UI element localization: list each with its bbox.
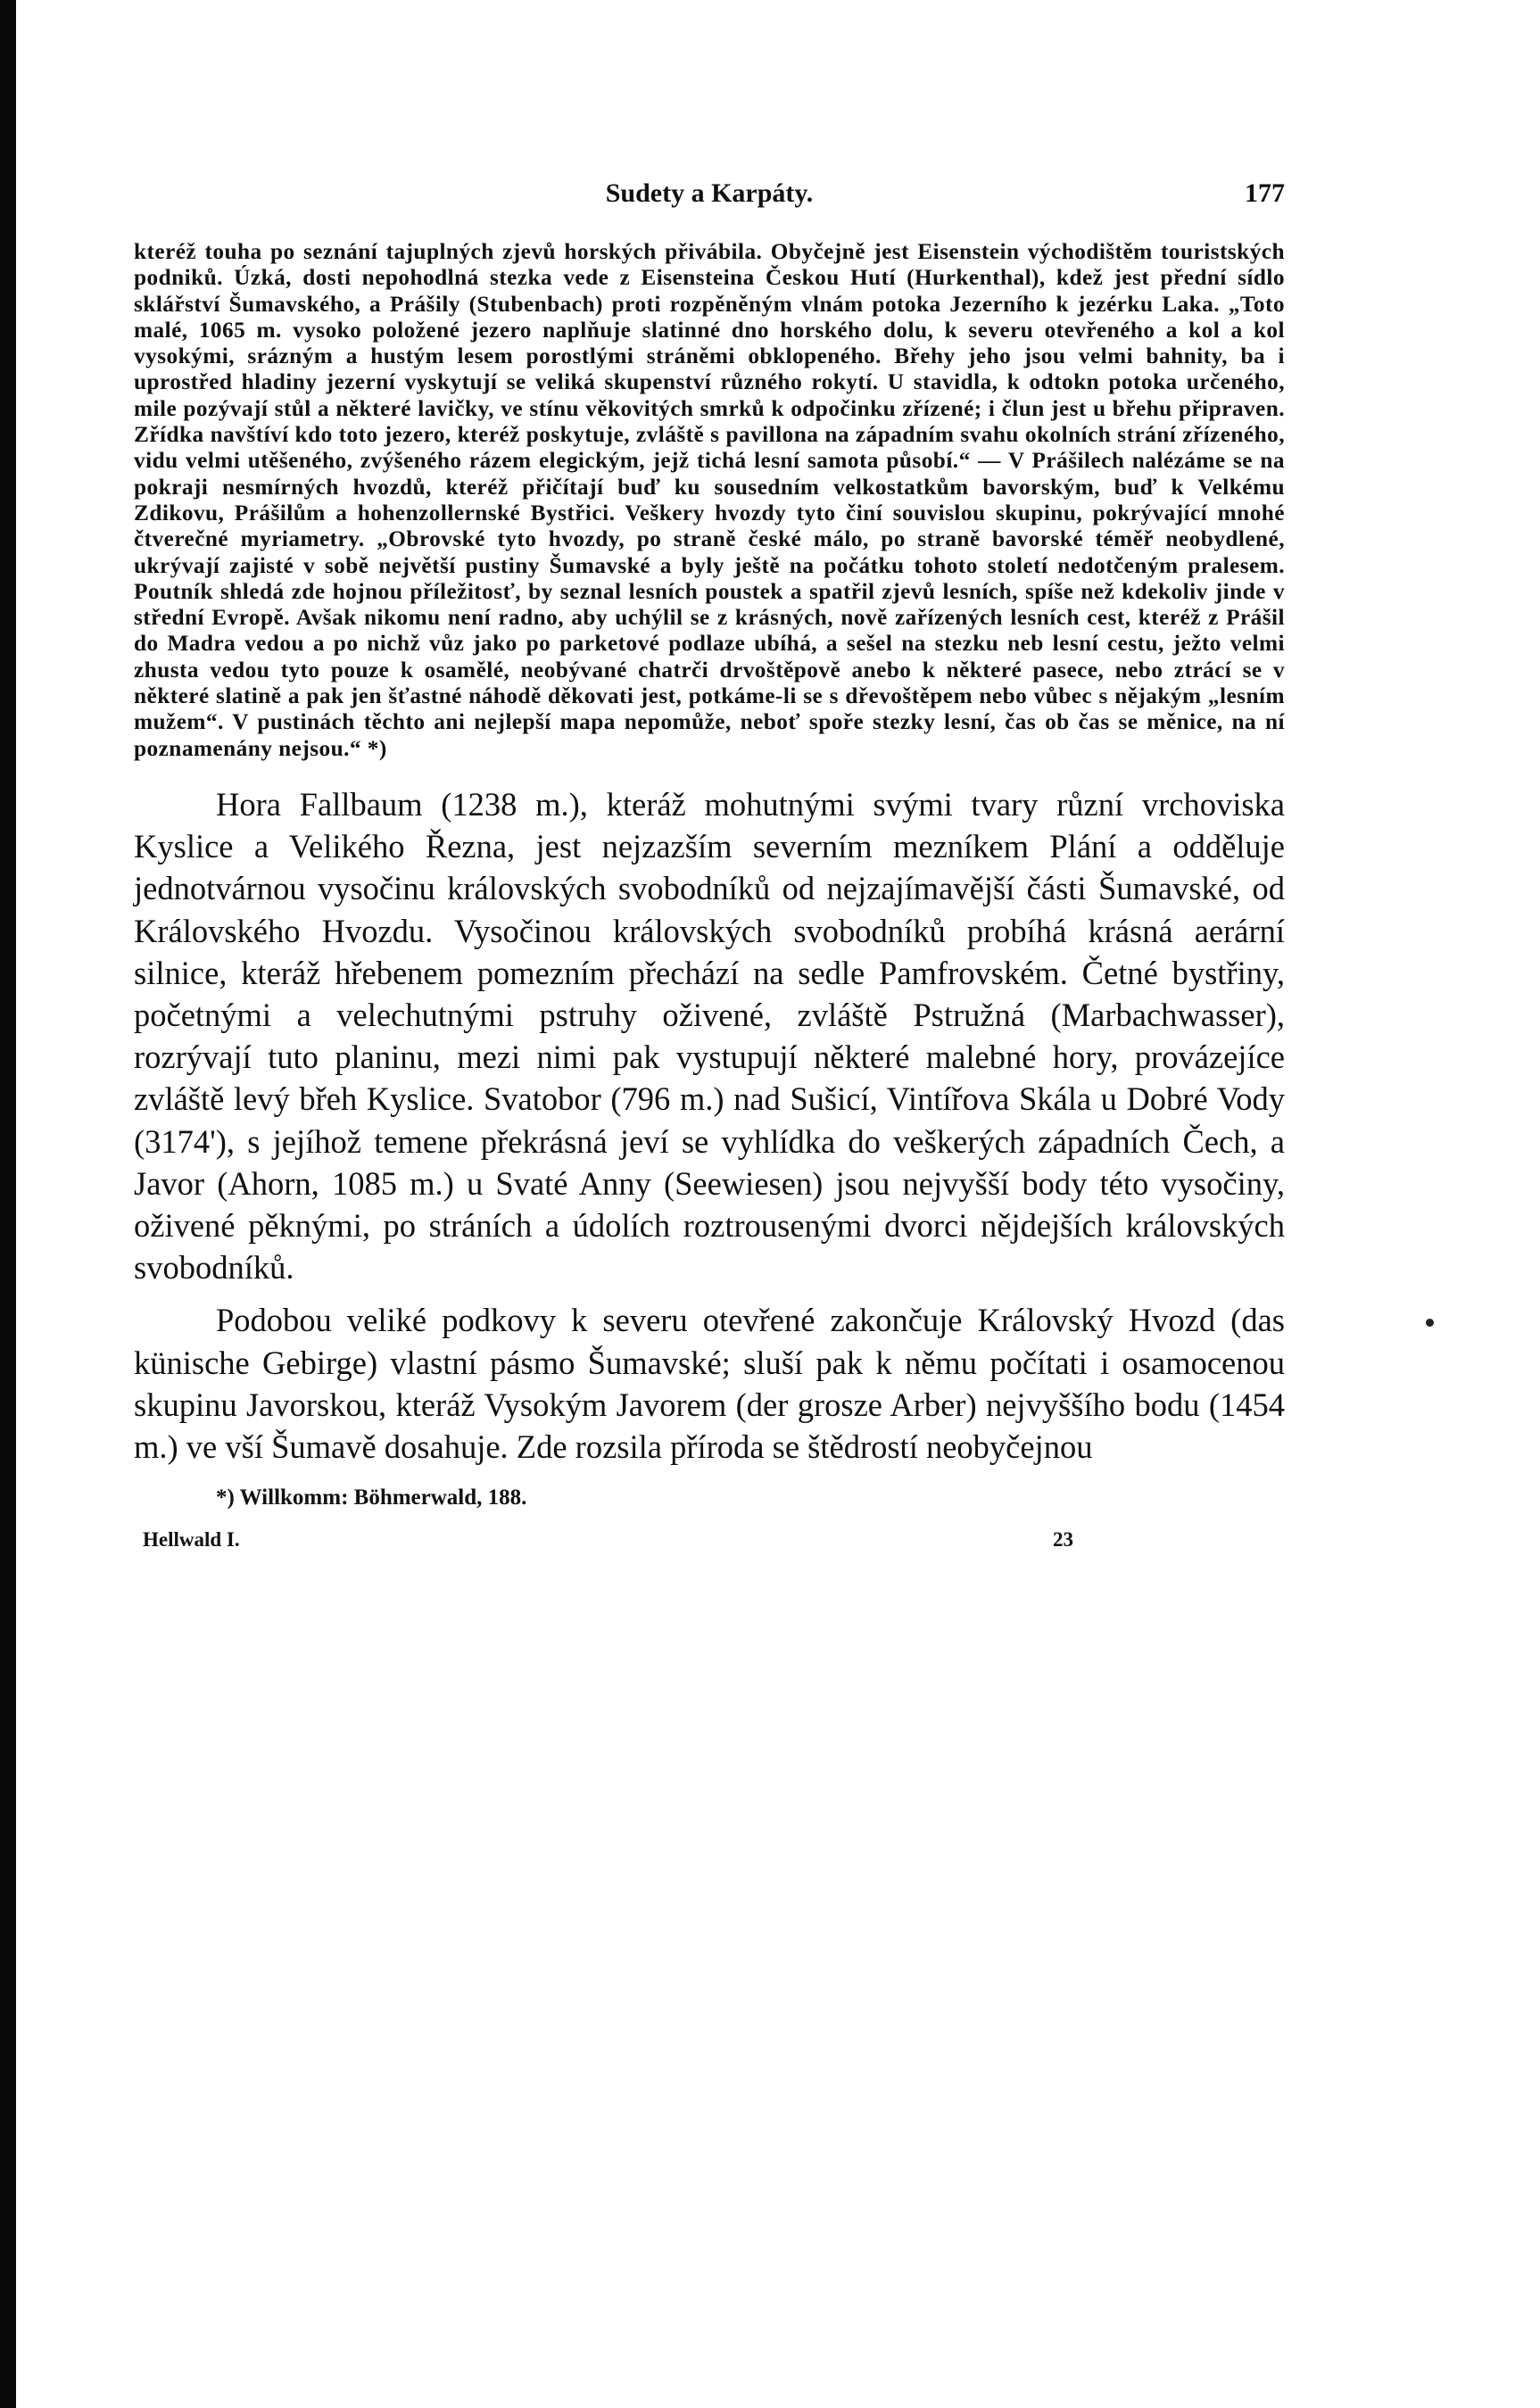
- running-title: Sudety a Karpáty.: [605, 178, 814, 208]
- page-header: [134, 178, 1285, 214]
- paragraph: Podobou veliké podkovy k severu otevřené zakončuje Královský Hvozd (das künische Gebirge) vlastní pásmo Šumavské; sluší pak k němu počítati i osamocenou skupinu Javorskou, kteráž Vysokým Javorem (der grosze Arber) nejvyššího bodu (1454 m.) ve vší Šumavě dosahuje. Zde rozsila příroda se štědrostí neobyčejnou: [134, 1302, 1285, 1465]
- paragraph: Hora Fallbaum (1238 m.), kteráž mohutnými svými tvary různí vrchoviska Kyslice a Velikého Řezna, jest nejzazším severním mezníkem Plání a odděluje jednotvárnou vysočinu královských svobodníků od nejzajímavější části Šumavské, od Královského Hvozdu. Vysočinou královských svobodníků probíhá krásná aerární silnice, kteráž hřebenem pomezním přechází na sedle Pamfrovském. Četné bystřiny, početnými a velechutnými pstruhy oživené, zvláště Pstružná (Marbachwasser), rozrývají tuto planinu, mezi nimi pak vystupují některé malebné hory, provázejíce zvláště levý břeh Kyslice. Svatobor (796 m.) nad Sušicí, Vintířova Skála u Dobré Vody (3174'), s jejíhož temene překrásná jeví se vyhlídka do veškerých západních Čech, a Javor (Ahorn, 1085 m.) u Svaté Anny (Seewiesen) jsou nejvyšší body této vysočiny, oživené pěknými, po stráních a údolích roztrousenými dvorci nějdejších královských svobodníků.: [134, 785, 1285, 1287]
- signature-mark: Hellwald I.: [143, 1528, 240, 1552]
- scan-edge: [0, 0, 16, 2408]
- main-text: [134, 783, 1285, 1468]
- footnote: *) Willkomm: Böhmerwald, 188.: [216, 1485, 527, 1510]
- quoted-passage: kteréž touha po seznání tajuplných zjevů horských přivábila. Obyčejně jest Eisenstein východištěm touristských podniků. Úzká, dosti nepohodlná stezka vede z Eisensteina Českou Hutí (Hurkenthal), kdež jest přední sídlo sklářství Šumavského, a Prášily (Stubenbach) proti rozpěněným vlnám potoka Jezerního k jezérku Laka. „Toto malé, 1065 m. vysoko položené jezero naplňuje slatinné dno horského dolu, k severu otevřeného a kol a kol vysokými, srázným a hustým lesem porostlými stráněmi obklopeného. Břehy jeho jsou velmi bahnity, ba i uprostřed hladiny jezerní vyskytují se veliká skupenství různého rokytí. U stavidla, k odtokn potoka určeného, mile pozývají stůl a některé lavičky, ve stínu věkovitých smrků k odpočinku zřízené; i člun jest u břehu připraven. Zřídka navštíví kdo toto jezero, kteréž poskytuje, zvláště s pavillona na západním svahu okolních strání zřízeného, vidu velmi utěšeného, zvýšeného rázem elegickým, jejž tichá lesní samota působí.“ — V Prášilech nalézáme se na pokraji nesmírných hvozdů, kteréž přičítají buď ku sousedním velkostatkům bavorským, buď k Velkému Zdikovu, Prášilům a hohenzollernské Bystřici. Veškery hvozdy tyto činí souvislou skupinu, pokrývající mnohé čtverečné myriametry. „Obrovské tyto hvozdy, po straně české málo, po straně bavorské téměř neobydlené, ukrývají zajisté v sobě největší pustiny Šumavské a byly ještě na počátku tohoto století nedotčeným pralesem. Poutník shledá zde hojnou příležitosť, by seznal lesních poustek a spatřil zjevů lesních, spíše než kdekoliv jinde v střední Evropě. Avšak nikomu není radno, aby uchýlil se z krásných, nově zařízených lesních cest, kteréž z Prášil do Madra vedou a po nichž vůz jako po parketové podlaze ubíhá, a sešel na stezku neb lesní cestu, ježto velmi zhusta vedou tyto pouze k osamělé, neobývané chatrči drvoštěpově anebo k některé pasece, nebo ztrácí se v některé slatině a pak jen šťastné náhodě děkovati jest, potkáme-li se s dřevoštěpem nebo vůbec s nějakým „lesním mužem“. V pustinách těchto ani nejlepší mapa nepomůže, neboť spoře stezky lesní, čas ob čas se měnice, na ní poznamenány nejsou.“ *): [134, 239, 1285, 761]
- sheet-number: 23: [1053, 1528, 1073, 1552]
- page-footer: [134, 1528, 1285, 1559]
- margin-mark: [1426, 1319, 1434, 1327]
- page-number: 177: [1245, 178, 1285, 208]
- page: [134, 178, 1285, 1559]
